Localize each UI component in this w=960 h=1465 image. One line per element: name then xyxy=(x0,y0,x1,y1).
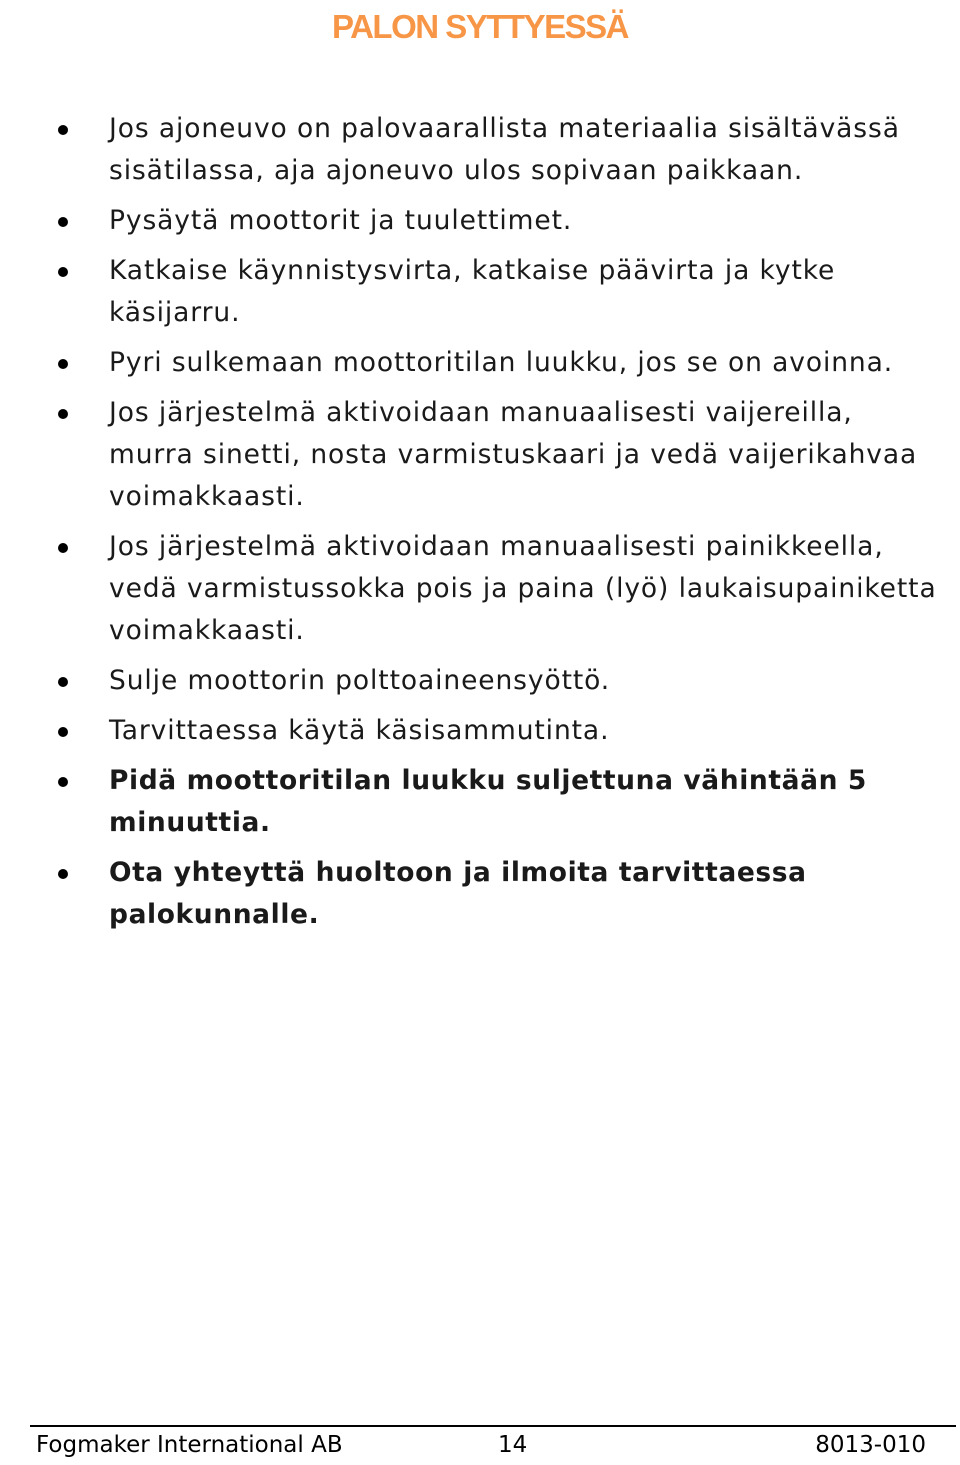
bullet-icon xyxy=(58,409,68,419)
bullet-icon xyxy=(58,267,68,277)
list-item xyxy=(56,200,946,242)
list-item-text: Tarvittaessa käytä käsisammutinta. xyxy=(109,715,610,746)
list-item-text: Pyri sulkemaan moottoritilan luukku, jos se on avoinna. xyxy=(109,347,894,378)
page-title: PALON SYTTYESSÄ xyxy=(332,8,628,45)
list-item xyxy=(56,392,946,518)
list-item xyxy=(56,250,946,334)
instruction-list xyxy=(56,108,946,944)
bullet-icon xyxy=(58,359,68,369)
list-item-text: Jos ajoneuvo on palovaarallista materiaalia sisältävässä sisätilassa, aja ajoneuvo ulos sopivaan paikkaan. xyxy=(109,113,900,186)
bullet-icon xyxy=(58,727,68,737)
bullet-icon xyxy=(58,869,68,879)
list-item xyxy=(56,710,946,752)
list-item-text: Jos järjestelmä aktivoidaan manuaalisesti vaijereilla, murra sinetti, nosta varmistuskaari ja vedä vaijerikahvaa voimakkaasti. xyxy=(109,397,918,512)
list-item-text: Pidä moottoritilan luukku suljettuna vähintään 5 minuuttia. xyxy=(109,765,867,838)
bullet-icon xyxy=(58,217,68,227)
bullet-icon xyxy=(58,677,68,687)
bullet-icon xyxy=(58,777,68,787)
footer-page-number: 14 xyxy=(498,1432,528,1458)
list-item xyxy=(56,108,946,192)
list-item xyxy=(56,342,946,384)
list-item xyxy=(56,852,946,936)
list-item-text: Jos järjestelmä aktivoidaan manuaalisesti painikkeella, vedä varmistussokka pois ja paina (lyö) laukaisupainiketta voimakkaasti. xyxy=(109,531,937,646)
bullet-icon xyxy=(58,125,68,135)
footer-company: Fogmaker International AB xyxy=(36,1432,343,1458)
list-item-text: Sulje moottorin polttoaineensyöttö. xyxy=(109,665,611,696)
footer-doc-code: 8013-010 xyxy=(815,1432,926,1458)
list-item-text: Katkaise käynnistysvirta, katkaise päävirta ja kytke käsijarru. xyxy=(109,255,836,328)
page-footer xyxy=(36,1432,926,1464)
list-item-text: Ota yhteyttä huoltoon ja ilmoita tarvittaessa palokunnalle. xyxy=(109,857,807,930)
list-item xyxy=(56,760,946,844)
list-item xyxy=(56,660,946,702)
bullet-icon xyxy=(58,543,68,553)
list-item-text: Pysäytä moottorit ja tuulettimet. xyxy=(109,205,573,236)
list-item xyxy=(56,526,946,652)
footer-divider xyxy=(30,1425,956,1427)
